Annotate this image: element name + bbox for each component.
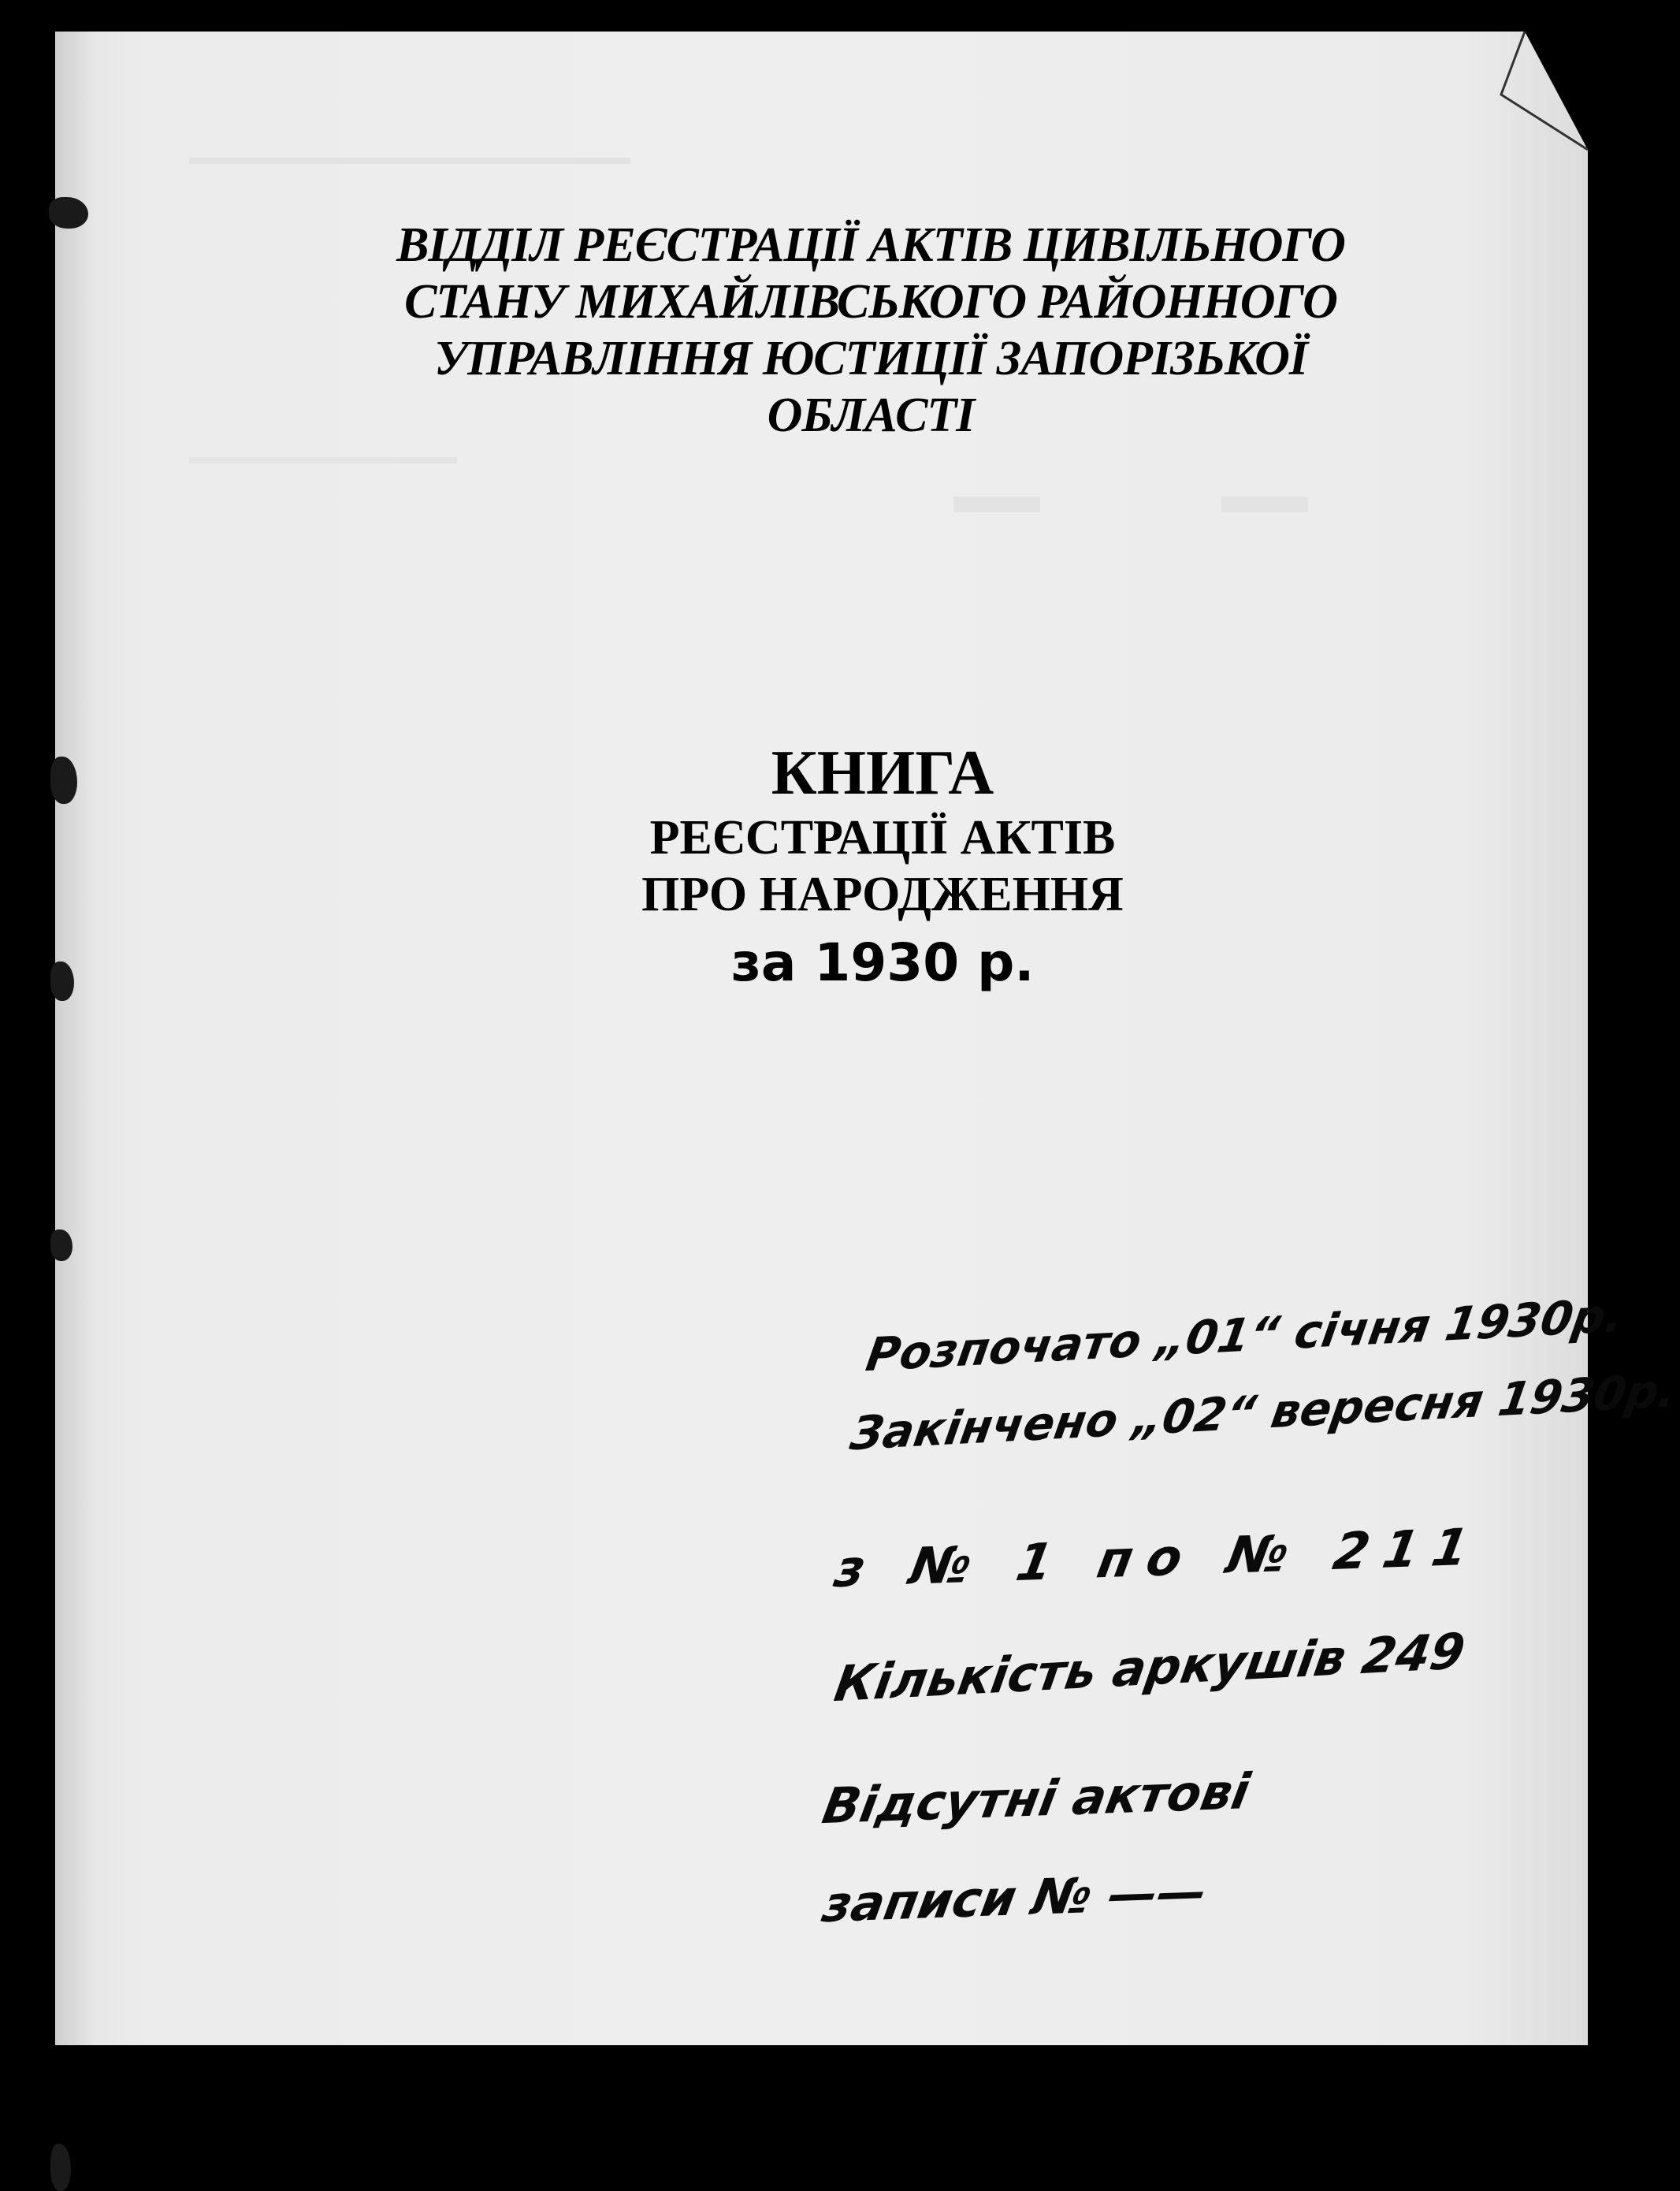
handwritten-missing-line-2: записи № —— (818, 1862, 1212, 1934)
binding-tear (50, 962, 74, 1001)
binding-tear (49, 197, 88, 229)
binding-tear (50, 1229, 72, 1261)
bleed-through (953, 497, 1040, 512)
bleed-through (189, 457, 457, 463)
book-title-sub-1: РЕЄСТРАЦІЇ АКТІВ (649, 811, 1116, 865)
binding-edge (55, 32, 95, 2045)
binding-tear (50, 2144, 71, 2191)
book-title-main: КНИГА (771, 738, 994, 808)
book-title-sub-2: ПРО НАРОДЖЕННЯ (641, 868, 1124, 921)
institution-line-3: УПРАВЛІННЯ ЮСТИЦІЇ ЗАПОРІЗЬКОЇ (434, 332, 1307, 385)
institution-line-4: ОБЛАСТІ (767, 389, 975, 442)
institution-line-1: ВІДДІЛ РЕЄСТРАЦІЇ АКТІВ ЦИВІЛЬНОГО (396, 218, 1345, 272)
handwritten-started: Розпочато „01“ січня 1930р. (862, 1288, 1627, 1382)
handwritten-missing-line-1: Відсутні актові (818, 1761, 1254, 1836)
institution-line-2: СТАНУ МИХАЙЛІВСЬКОГО РАЙОННОГО (404, 275, 1337, 329)
book-year: за 1930 р. (730, 932, 1035, 993)
handwritten-finished: Закінчено „02“ вересня 1930р. (846, 1363, 1680, 1461)
book-title (496, 737, 1269, 999)
document-page (55, 32, 1680, 2045)
folded-corner (1493, 32, 1588, 189)
handwritten-range: з № 1 по № 211 (830, 1518, 1487, 1600)
bleed-through (1221, 497, 1308, 512)
institution-heading (292, 217, 1450, 444)
bleed-through (189, 158, 630, 164)
handwritten-sheet-count: Кількість аркушів 249 (831, 1621, 1470, 1713)
